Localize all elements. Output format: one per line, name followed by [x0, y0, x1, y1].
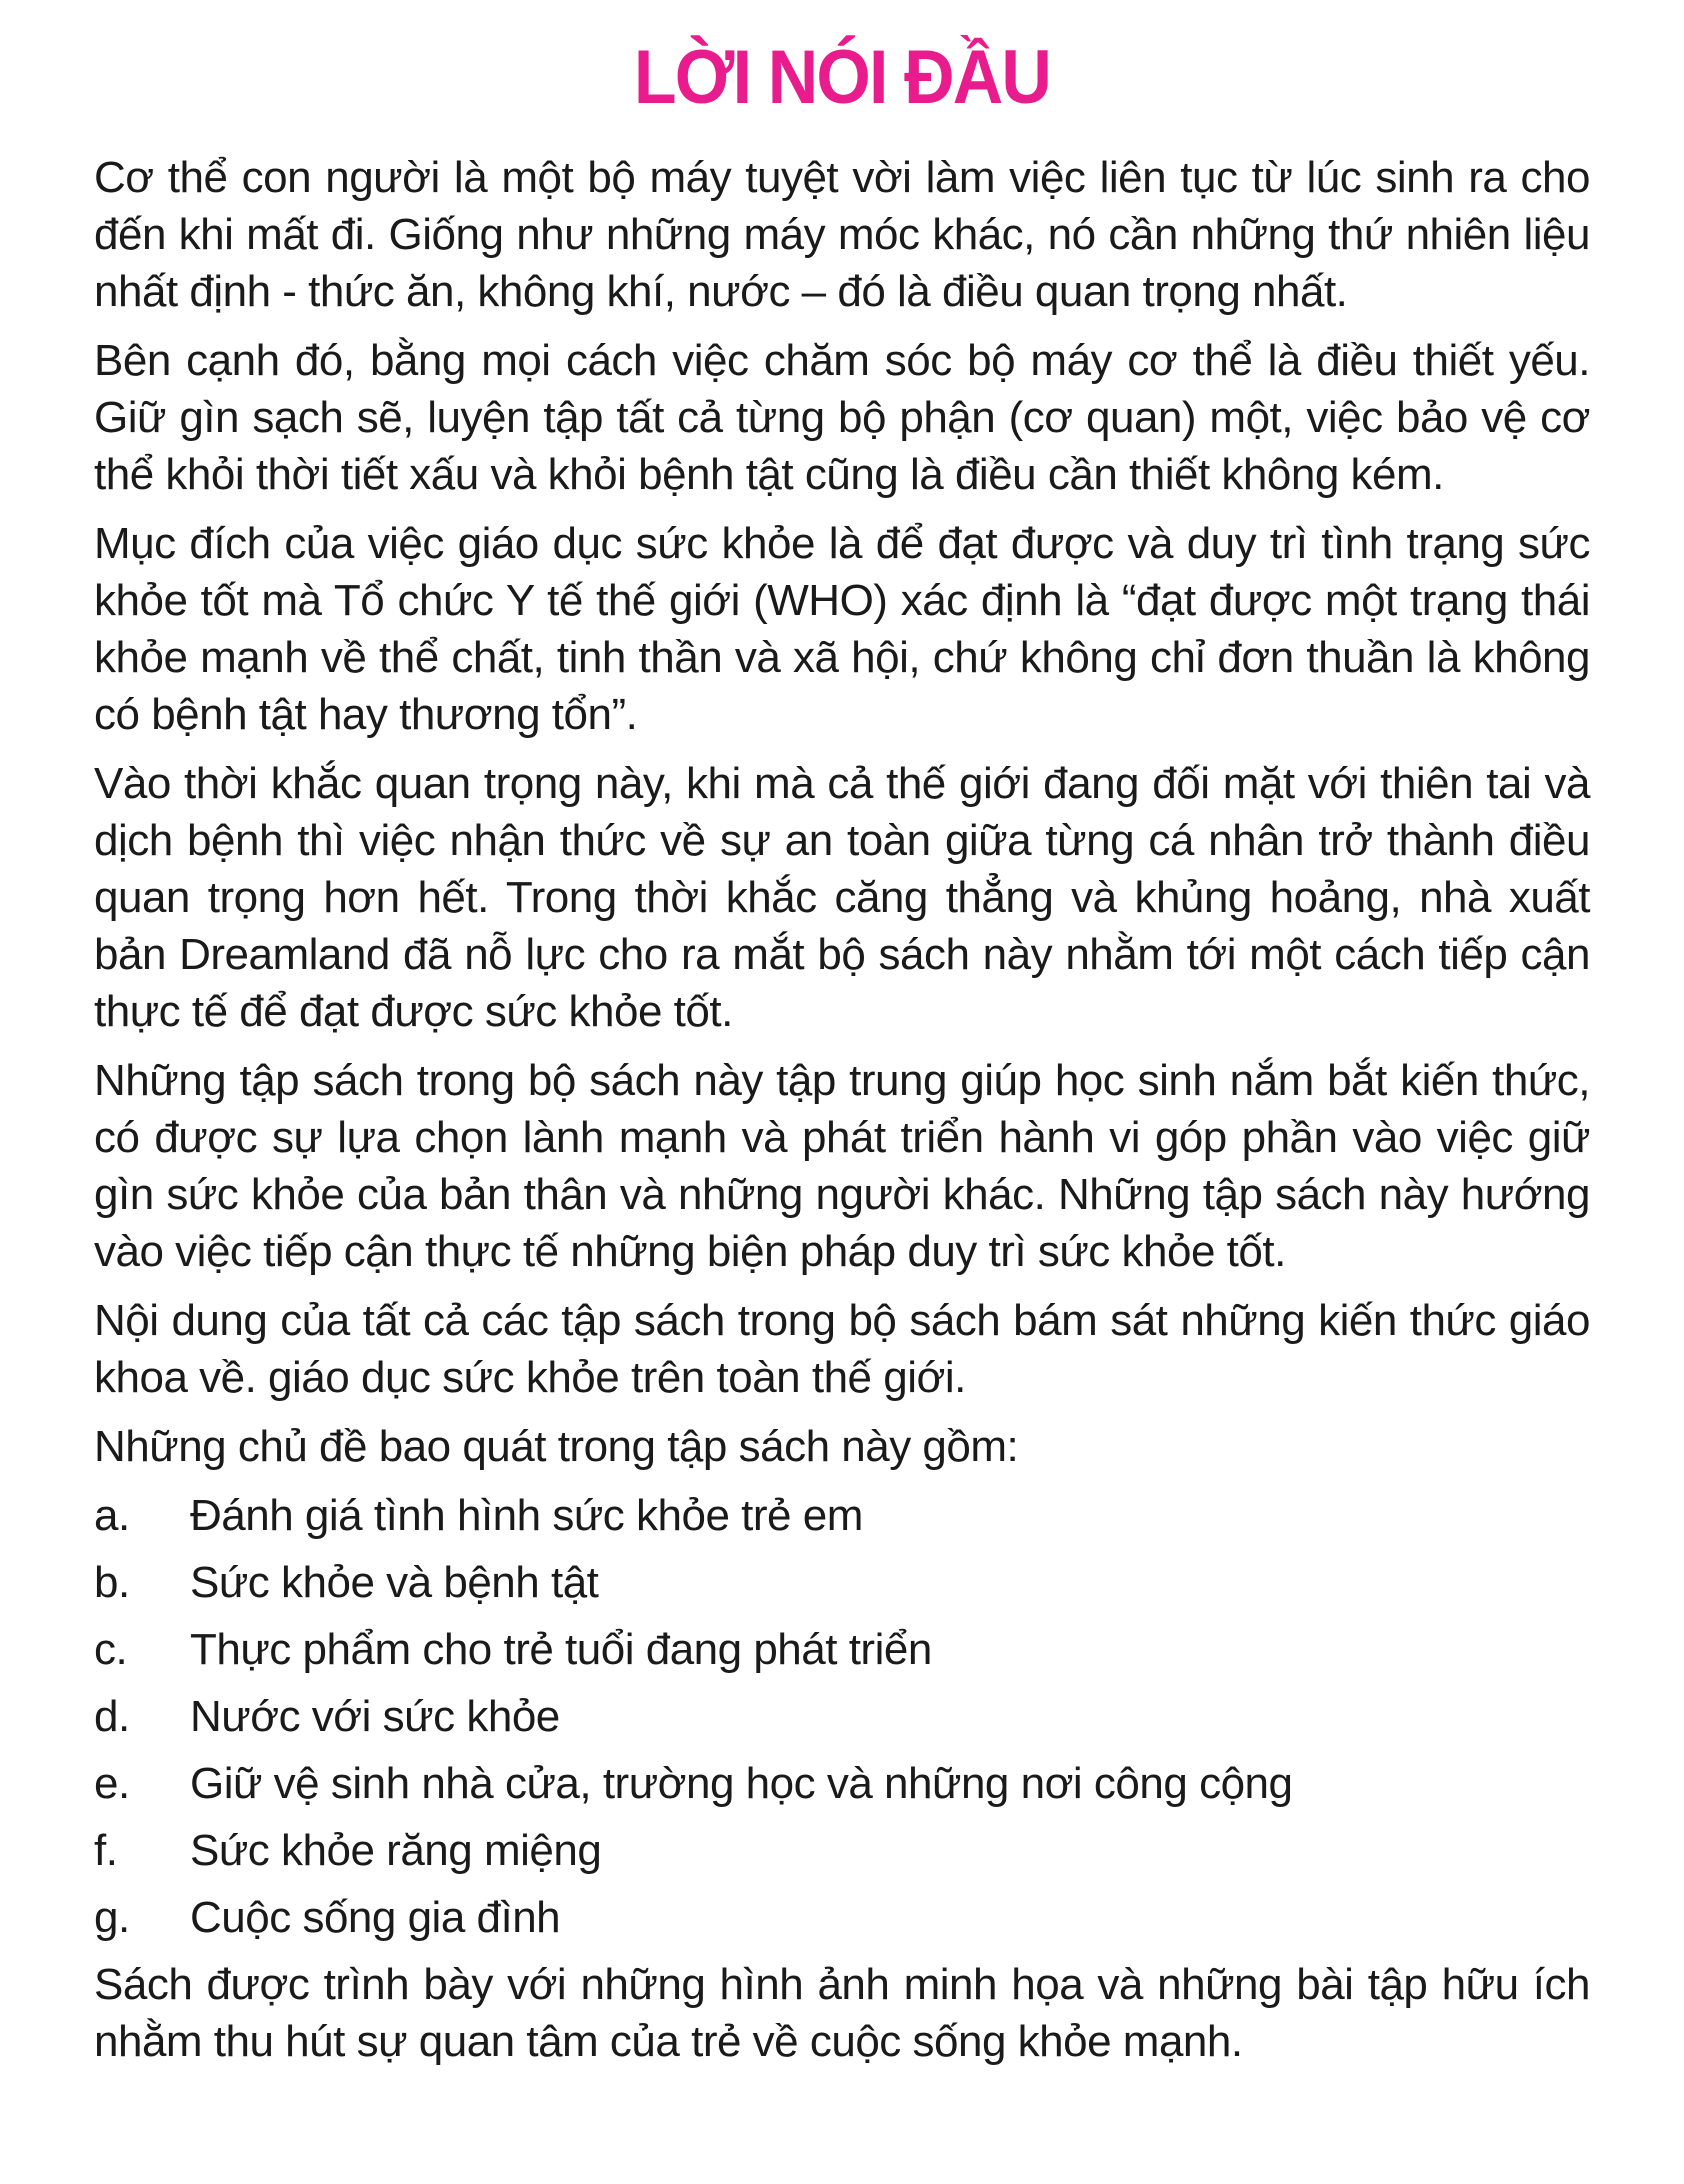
topic-text: Sức khỏe và bệnh tật — [190, 1558, 599, 1607]
topics-intro: Những chủ đề bao quát trong tập sách này gồm: — [94, 1422, 1019, 1471]
topic-label: f. — [94, 1826, 118, 1875]
topic-text: Giữ vệ sinh nhà cửa, trường học và những nơi công cộng — [190, 1759, 1293, 1808]
topic-item-b — [94, 1554, 1590, 1611]
preface-paragraph-2: Bên cạnh đó, bằng mọi cách việc chăm sóc bộ máy cơ thể là điều thiết yếu. Giữ gìn sạch sẽ, luyện tập tất cả từng bộ phận (cơ quan) một, việc bảo vệ cơ thể khỏi thời tiết xấu và khỏi bệnh tật cũng là điều cần thiết không kém. — [94, 336, 1590, 499]
preface-body — [94, 149, 1590, 2070]
topic-item-f — [94, 1822, 1590, 1879]
preface-paragraph-6: Nội dung của tất cả các tập sách trong bộ sách bám sát những kiến thức giáo khoa về. giáo dục sức khỏe trên toàn thế giới. — [94, 1296, 1590, 1402]
topic-label: d. — [94, 1692, 130, 1741]
preface-paragraph-5: Những tập sách trong bộ sách này tập trung giúp học sinh nắm bắt kiến thức, có được sự lựa chọn lành mạnh và phát triển hành vi góp phần vào việc giữ gìn sức khỏe của bản thân và những người khác. Những tập sách này hướng vào việc tiếp cận thực tế những biện pháp duy trì sức khỏe tốt. — [94, 1056, 1590, 1276]
page-title: LỜI NÓI ĐẦU — [633, 35, 1051, 120]
topic-text: Thực phẩm cho trẻ tuổi đang phát triển — [190, 1625, 932, 1674]
topic-item-d — [94, 1688, 1590, 1745]
topic-item-e — [94, 1755, 1590, 1812]
preface-paragraph-4: Vào thời khắc quan trọng này, khi mà cả thế giới đang đối mặt với thiên tai và dịch bệnh thì việc nhận thức về sự an toàn giữa từng cá nhân trở thành điều quan trọng hơn hết. Trong thời khắc căng thẳng và khủng hoảng, nhà xuất bản Dreamland đã nỗ lực cho ra mắt bộ sách này nhằm tới một cách tiếp cận thực tế để đạt được sức khỏe tốt. — [94, 759, 1590, 1036]
topic-label: e. — [94, 1759, 130, 1808]
topic-item-g — [94, 1889, 1590, 1946]
topics-list — [94, 1487, 1590, 1946]
topic-text: Cuộc sống gia đình — [190, 1893, 561, 1942]
topic-item-c — [94, 1621, 1590, 1678]
topic-label: c. — [94, 1625, 128, 1674]
topic-text: Đánh giá tình hình sức khỏe trẻ em — [190, 1491, 863, 1540]
topic-text: Nước với sức khỏe — [190, 1692, 560, 1741]
topic-label: a. — [94, 1491, 130, 1540]
closing-paragraph: Sách được trình bày với những hình ảnh minh họa và những bài tập hữu ích nhằm thu hút sự quan tâm của trẻ về cuộc sống khỏe mạnh. — [94, 1960, 1590, 2066]
topic-item-a — [94, 1487, 1590, 1544]
preface-paragraph-1: Cơ thể con người là một bộ máy tuyệt vời làm việc liên tục từ lúc sinh ra cho đến khi mất đi. Giống như những máy móc khác, nó cần những thứ nhiên liệu nhất định - thức ăn, không khí, nước – đó là điều quan trọng nhất. — [94, 153, 1590, 316]
topic-label: b. — [94, 1558, 130, 1607]
topic-label: g. — [94, 1893, 130, 1942]
topic-text: Sức khỏe răng miệng — [190, 1826, 602, 1875]
preface-paragraph-3: Mục đích của việc giáo dục sức khỏe là để đạt được và duy trì tình trạng sức khỏe tốt mà Tổ chức Y tế thế giới (WHO) xác định là “đạt được một trạng thái khỏe mạnh về thể chất, tinh thần và xã hội, chứ không chỉ đơn thuần là không có bệnh tật hay thương tổn”. — [94, 519, 1590, 739]
